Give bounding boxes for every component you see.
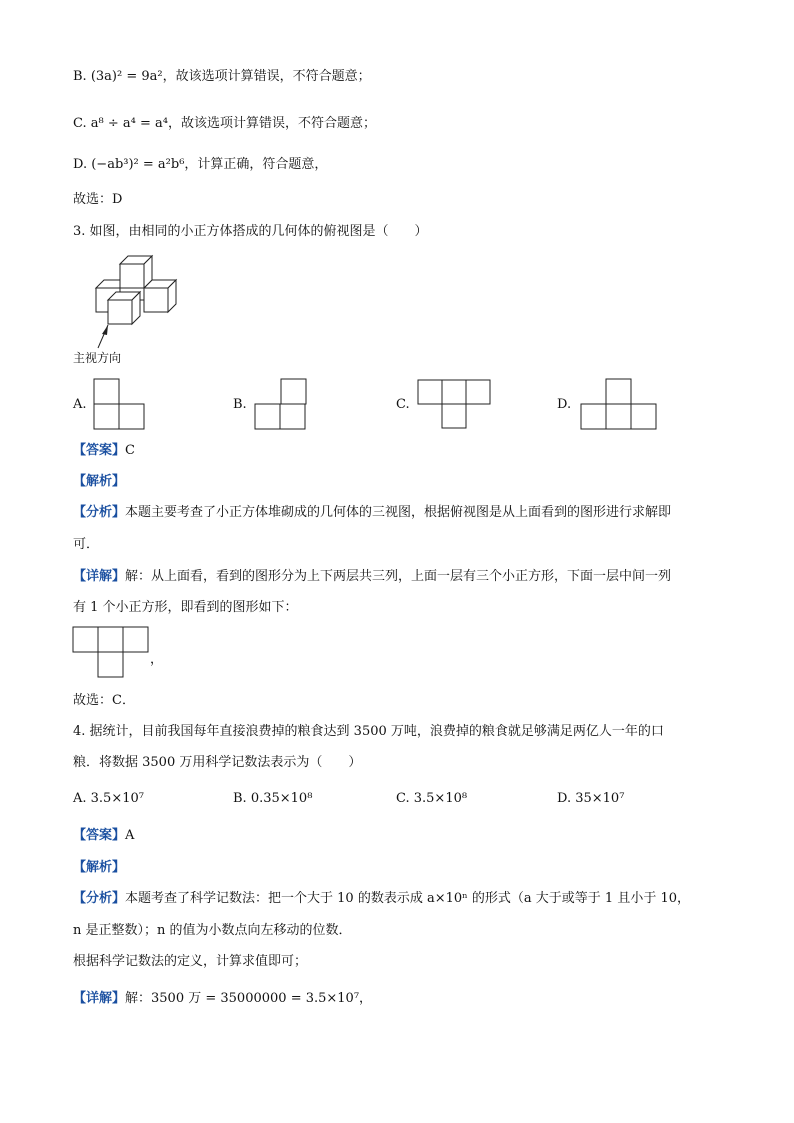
answer-tag: 【答案】: [73, 828, 126, 843]
q3-xiangjie-line1: [73, 568, 671, 586]
q4-stem-line1: 4. 据统计，目前我国每年直接浪费掉的粮食达到 3500 万吨，浪费掉的粮食就足够满足两亿人一年的口: [73, 724, 664, 739]
q3-result-figure: [72, 626, 152, 680]
q4-option-a: A. 3.5×10⁷: [73, 791, 144, 806]
q4-fenxi-line3: 根据科学记数法的定义，计算求值即可；: [73, 954, 308, 969]
option-d-explanation: D. (−ab³)² = a²b⁶，计算正确，符合题意，: [73, 157, 328, 172]
q3-option-c-figure: [417, 379, 493, 429]
q4-option-c: C. 3.5×10⁸: [396, 791, 468, 806]
q3-option-a-figure: [93, 378, 147, 430]
q3-option-a-label: A.: [73, 397, 87, 412]
figure-comma: ，: [150, 652, 164, 667]
q4-fenxi-line1: [73, 890, 690, 908]
q3-fenxi-line2: 可．: [73, 537, 100, 552]
q3-fenxi-line1: [73, 504, 671, 522]
q3-choice: 故选：C．: [73, 693, 135, 708]
view-direction-label: 主视方向: [73, 351, 122, 365]
fenxi-tag: 【分析】: [73, 505, 126, 520]
option-b-explanation: B. (3a)² = 9a²，故该选项计算错误，不符合题意；: [73, 69, 371, 84]
xiangjie-tag: 【详解】: [73, 991, 126, 1006]
cube-figure: [88, 252, 188, 352]
q3-option-d-label: D.: [557, 397, 572, 412]
q3-stem: 3. 如图，由相同的小正方体搭成的几何体的俯视图是（ ）: [73, 224, 428, 239]
q4-fenxi-text: 本题考查了科学记数法：把一个大于 10 的数表示成 a×10ⁿ 的形式（a 大于或等于 1 且小于 10，: [125, 891, 690, 906]
q4-option-d: D. 35×10⁷: [557, 791, 625, 806]
q3-answer-line: [73, 442, 135, 460]
fenxi-tag: 【分析】: [73, 891, 126, 906]
q4-fenxi-line2: n 是正整数）；n 的值为小数点向左移动的位数．: [73, 923, 352, 938]
option-c-explanation: C. a⁸ ÷ a⁴ = a⁴，故该选项计算错误，不符合题意；: [73, 116, 376, 131]
q2-choice: 故选：D: [73, 192, 123, 207]
answer-tag: 【答案】: [73, 443, 126, 458]
xiangjie-tag: 【详解】: [73, 569, 126, 584]
q3-xiangjie-line2: 有 1 个小正方形，即看到的图形如下：: [73, 600, 298, 615]
q3-fenxi-text: 本题主要考查了小正方体堆砌成的几何体的三视图，根据俯视图是从上面看到的图形进行求解即: [125, 505, 672, 520]
q4-answer: A: [125, 828, 135, 843]
q4-option-b: B. 0.35×10⁸: [233, 791, 313, 806]
q4-analysis-tag: [73, 859, 125, 877]
q3-answer: C: [125, 443, 135, 458]
q4-answer-line: [73, 827, 134, 845]
q3-option-c-label: C.: [396, 397, 410, 412]
q3-option-b-label: B.: [233, 397, 247, 412]
analysis-tag: 【解析】: [73, 860, 126, 875]
q3-xiangjie-text: 解：从上面看，看到的图形分为上下两层共三列，上面一层有三个小正方形，下面一层中间一列: [125, 569, 672, 584]
q3-option-b-figure: [254, 378, 308, 430]
q4-xiangjie-line: [73, 990, 372, 1008]
q4-stem-line2: 粮．将数据 3500 万用科学记数法表示为（ ）: [73, 755, 362, 770]
q3-option-d-figure: [580, 378, 660, 430]
q3-analysis-tag: [73, 473, 125, 491]
q4-xiangjie-text: 解：3500 万 = 35000000 = 3.5×10⁷，: [125, 991, 373, 1006]
analysis-tag: 【解析】: [73, 474, 126, 489]
